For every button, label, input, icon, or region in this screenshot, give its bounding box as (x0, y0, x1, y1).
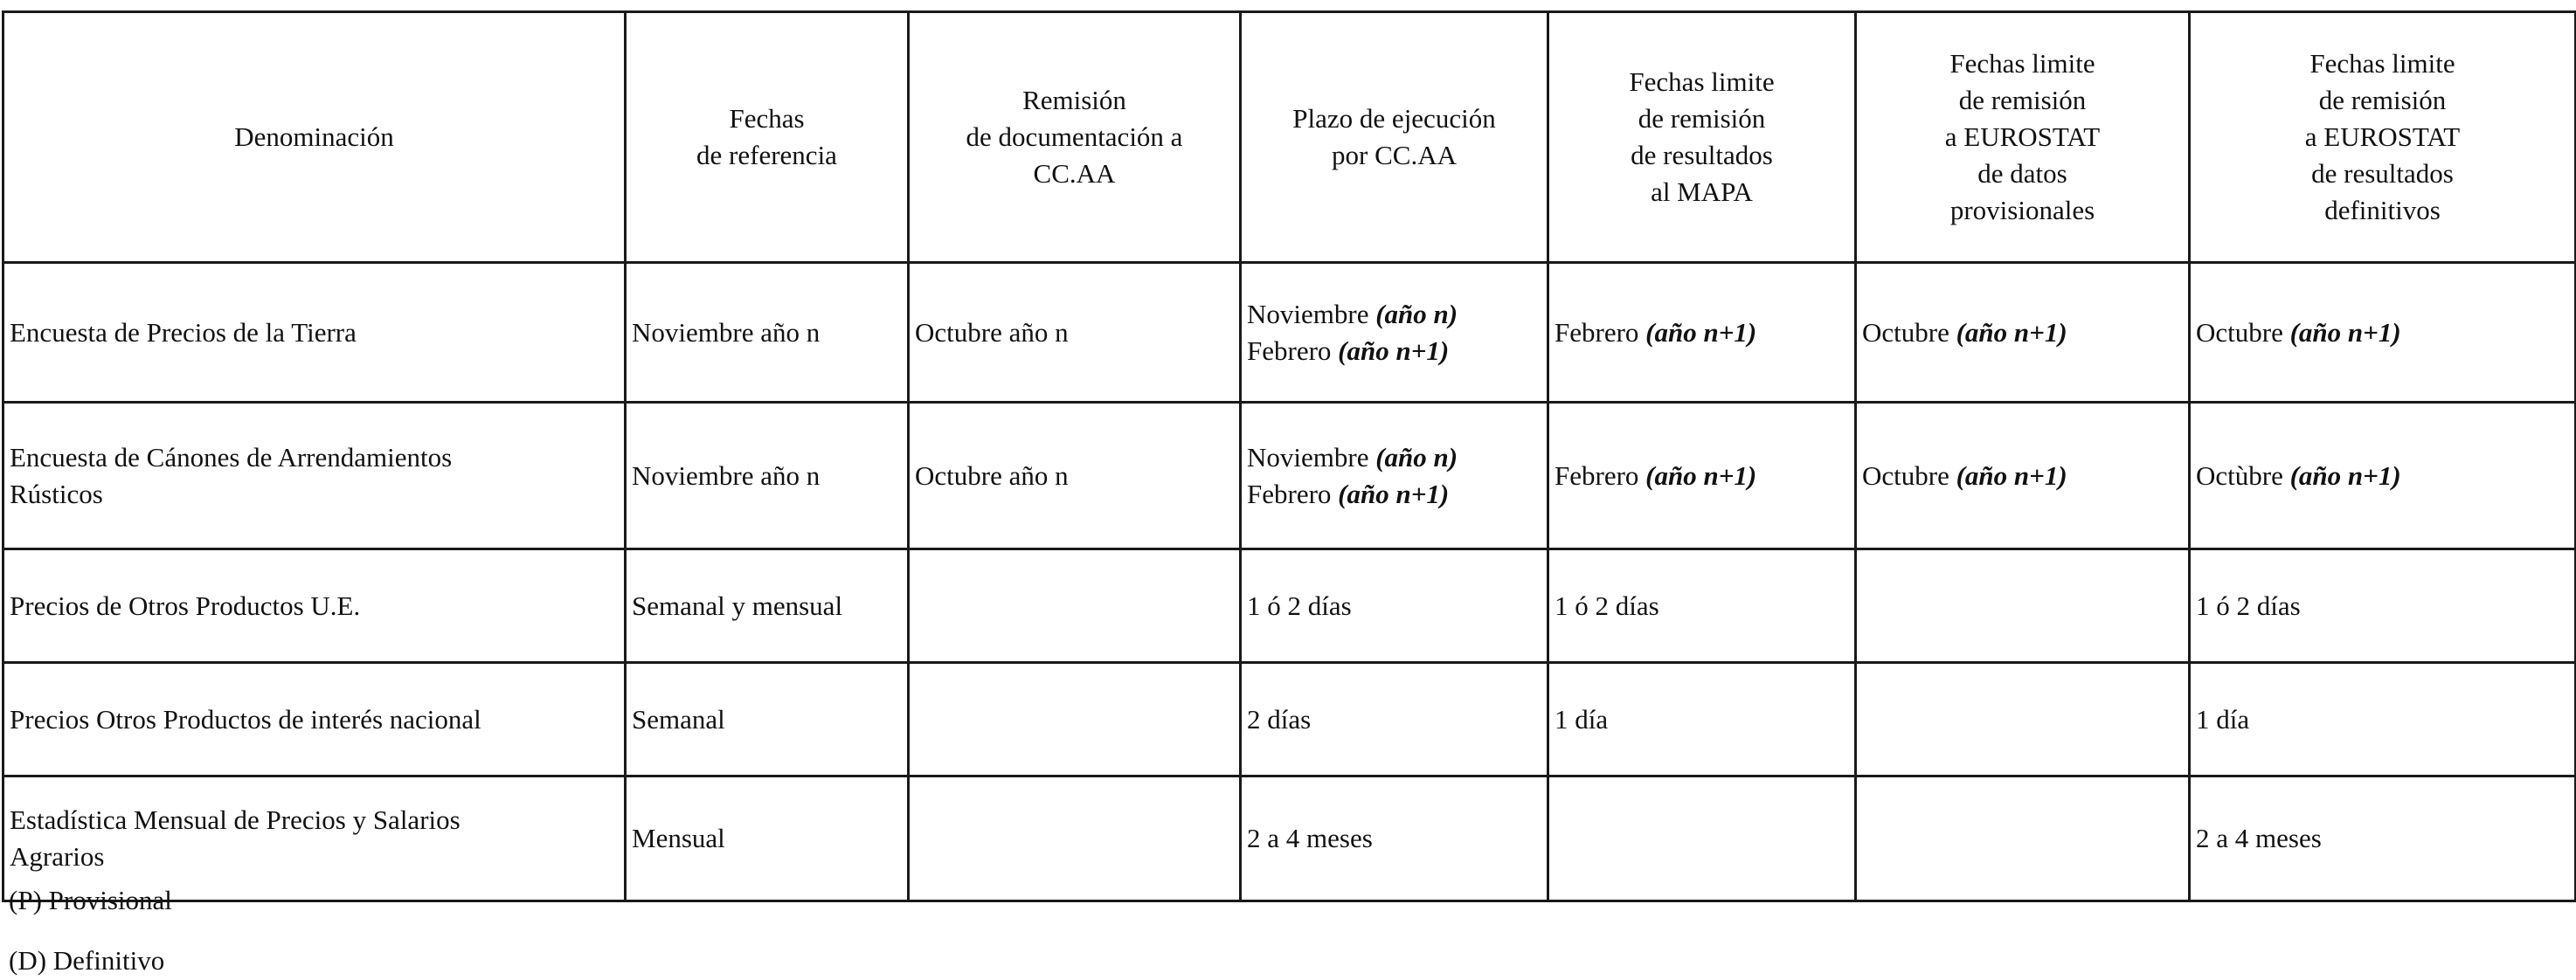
cell-fechas-ref (626, 263, 909, 403)
cell-denominacion (3, 663, 626, 776)
calendar-table (2, 10, 2576, 902)
note-definitivo: (D) Definitivo (9, 945, 165, 976)
cell-mapa (1548, 549, 1856, 663)
header-line: Denominación (234, 121, 394, 152)
cell-text: Octubre (2196, 316, 2290, 348)
header-line: a EUROSTAT (2304, 121, 2461, 152)
cell-year-text: (año n+1) (2289, 316, 2401, 348)
cell-eurostat-def (2190, 263, 2576, 403)
cell-remision-doc (909, 663, 1241, 776)
header-line: a EUROSTAT (1944, 121, 2101, 152)
cell-mapa (1548, 776, 1856, 901)
cell-fechas-ref (626, 663, 909, 776)
cell-eurostat-def (2190, 663, 2576, 776)
cell-text: Octubre año n (915, 316, 1069, 348)
footnotes (9, 882, 172, 979)
cell-eurostat-prov (1856, 663, 2190, 776)
header-line: de documentación a (966, 121, 1183, 152)
cell-text-line: Encuesta de Precios de la Tierra (10, 316, 357, 348)
cell-text-line: Agrarios (10, 841, 105, 872)
cell-text: Semanal (632, 703, 725, 735)
cell-text: Febrero (1555, 316, 1646, 348)
header-line: definitivos (2324, 195, 2441, 225)
cell-text: 1 ó 2 días (1247, 590, 1352, 621)
header-line: de referencia (696, 140, 837, 170)
col-header-plazo-ejecucion (1241, 12, 1548, 263)
header-line: de resultados (2311, 158, 2454, 189)
cell-text: Octubre (1862, 316, 1956, 348)
cell-text: 1 día (2196, 703, 2250, 735)
cell-fechas-ref (626, 549, 909, 663)
cell-plazo (1241, 263, 1548, 403)
cell-text: Febrero (1247, 335, 1339, 366)
cell-text: Febrero (1555, 459, 1646, 491)
col-header-limite-eurostat-definitivos (2190, 12, 2576, 263)
header-line: Remisión (1022, 85, 1126, 115)
note-provisional: (P) Provisional (9, 885, 172, 915)
cell-plazo (1241, 549, 1548, 663)
cell-year-text: (año n+1) (2289, 459, 2401, 491)
cell-text-line (1862, 314, 2183, 351)
cell-text-line: Precios Otros Productos de interés nacional (10, 703, 481, 735)
cell-text-line: Rústicos (10, 478, 103, 509)
col-header-limite-eurostat-provisionales (1856, 12, 2190, 263)
cell-eurostat-prov (1856, 403, 2190, 549)
header-line: de remisión (2318, 85, 2447, 115)
cell-text-line (2196, 314, 2569, 351)
cell-remision-doc (909, 403, 1241, 549)
cell-mapa (1548, 403, 1856, 549)
header-line: Fechas limite (1949, 48, 2095, 79)
table-row (3, 776, 2576, 901)
cell-year-text: (año n) (1375, 298, 1458, 329)
cell-text: Octubre año n (915, 459, 1069, 491)
cell-eurostat-def (2190, 549, 2576, 663)
cell-year-text: (año n+1) (1645, 316, 1757, 348)
cell-remision-doc (909, 263, 1241, 403)
cell-eurostat-prov (1856, 549, 2190, 663)
cell-year-text: (año n+1) (1956, 316, 2067, 348)
cell-text: Semanal y mensual (632, 590, 843, 621)
cell-text: 2 a 4 meses (1247, 823, 1373, 853)
cell-remision-doc (909, 776, 1241, 901)
cell-denominacion (3, 549, 626, 663)
cell-text: Noviembre (1247, 298, 1376, 329)
cell-text: 1 día (1555, 703, 1609, 735)
header-line: al MAPA (1651, 176, 1753, 207)
cell-text-line (1247, 439, 1541, 476)
cell-text-line (1247, 333, 1541, 369)
header-line: de remisión (1958, 85, 2087, 115)
table-row (3, 549, 2576, 663)
header-row (3, 12, 2576, 263)
cell-year-text: (año n+1) (1645, 459, 1757, 491)
cell-year-text: (año n+1) (1956, 459, 2067, 491)
cell-text-line (1555, 458, 1849, 494)
header-line: provisionales (1949, 195, 2095, 225)
cell-fechas-ref (626, 403, 909, 549)
cell-text: Octubre (1862, 459, 1956, 491)
cell-text: Noviembre año n (632, 316, 821, 348)
cell-text-line: Estadística Mensual de Precios y Salarios (10, 804, 460, 835)
cell-year-text: (año n+1) (1338, 478, 1450, 509)
cell-text: Octùbre (2196, 459, 2290, 491)
cell-text-line (1555, 314, 1849, 351)
cell-text-line (1247, 296, 1541, 333)
header-line: de resultados (1631, 140, 1773, 170)
header-line: Fechas limite (2309, 48, 2455, 79)
table-row (3, 263, 2576, 403)
cell-year-text: (año n+1) (1338, 335, 1450, 366)
cell-text: 1 ó 2 días (1555, 590, 1659, 621)
cell-plazo (1241, 663, 1548, 776)
cell-text-line (2196, 458, 2569, 494)
cell-mapa (1548, 663, 1856, 776)
header-line: Fechas (729, 103, 805, 134)
col-header-limite-mapa (1548, 12, 1856, 263)
table-row (3, 663, 2576, 776)
table-row (3, 403, 2576, 549)
cell-plazo (1241, 776, 1548, 901)
cell-eurostat-prov (1856, 776, 2190, 901)
cell-denominacion (3, 263, 626, 403)
header-line: de datos (1977, 158, 2067, 189)
cell-year-text: (año n) (1375, 441, 1458, 473)
cell-text-line: Precios de Otros Productos U.E. (10, 590, 361, 621)
cell-remision-doc (909, 549, 1241, 663)
header-line: Plazo de ejecución (1292, 103, 1496, 134)
header-line: Fechas limite (1629, 66, 1775, 97)
cell-text-line (1862, 458, 2183, 494)
cell-text: Mensual (632, 823, 725, 853)
cell-text: Noviembre (1247, 441, 1376, 473)
cell-text-line: Encuesta de Cánones de Arrendamientos (10, 441, 453, 473)
cell-text: Febrero (1247, 478, 1339, 509)
cell-denominacion (3, 403, 626, 549)
cell-text: 2 días (1247, 703, 1312, 735)
cell-text: Noviembre año n (632, 459, 821, 491)
cell-text: 1 ó 2 días (2196, 590, 2301, 621)
col-header-denominacion (3, 12, 626, 263)
cell-plazo (1241, 403, 1548, 549)
header-line: de remisión (1638, 103, 1766, 134)
cell-text: 2 a 4 meses (2196, 823, 2322, 853)
cell-eurostat-def (2190, 776, 2576, 901)
header-line: CC.AA (1033, 158, 1116, 189)
cell-eurostat-def (2190, 403, 2576, 549)
cell-text-line (1247, 476, 1541, 513)
cell-eurostat-prov (1856, 263, 2190, 403)
col-header-fechas-referencia (626, 12, 909, 263)
cell-mapa (1548, 263, 1856, 403)
col-header-remision-documentacion (909, 12, 1241, 263)
cell-fechas-ref (626, 776, 909, 901)
header-line: por CC.AA (1332, 140, 1457, 170)
